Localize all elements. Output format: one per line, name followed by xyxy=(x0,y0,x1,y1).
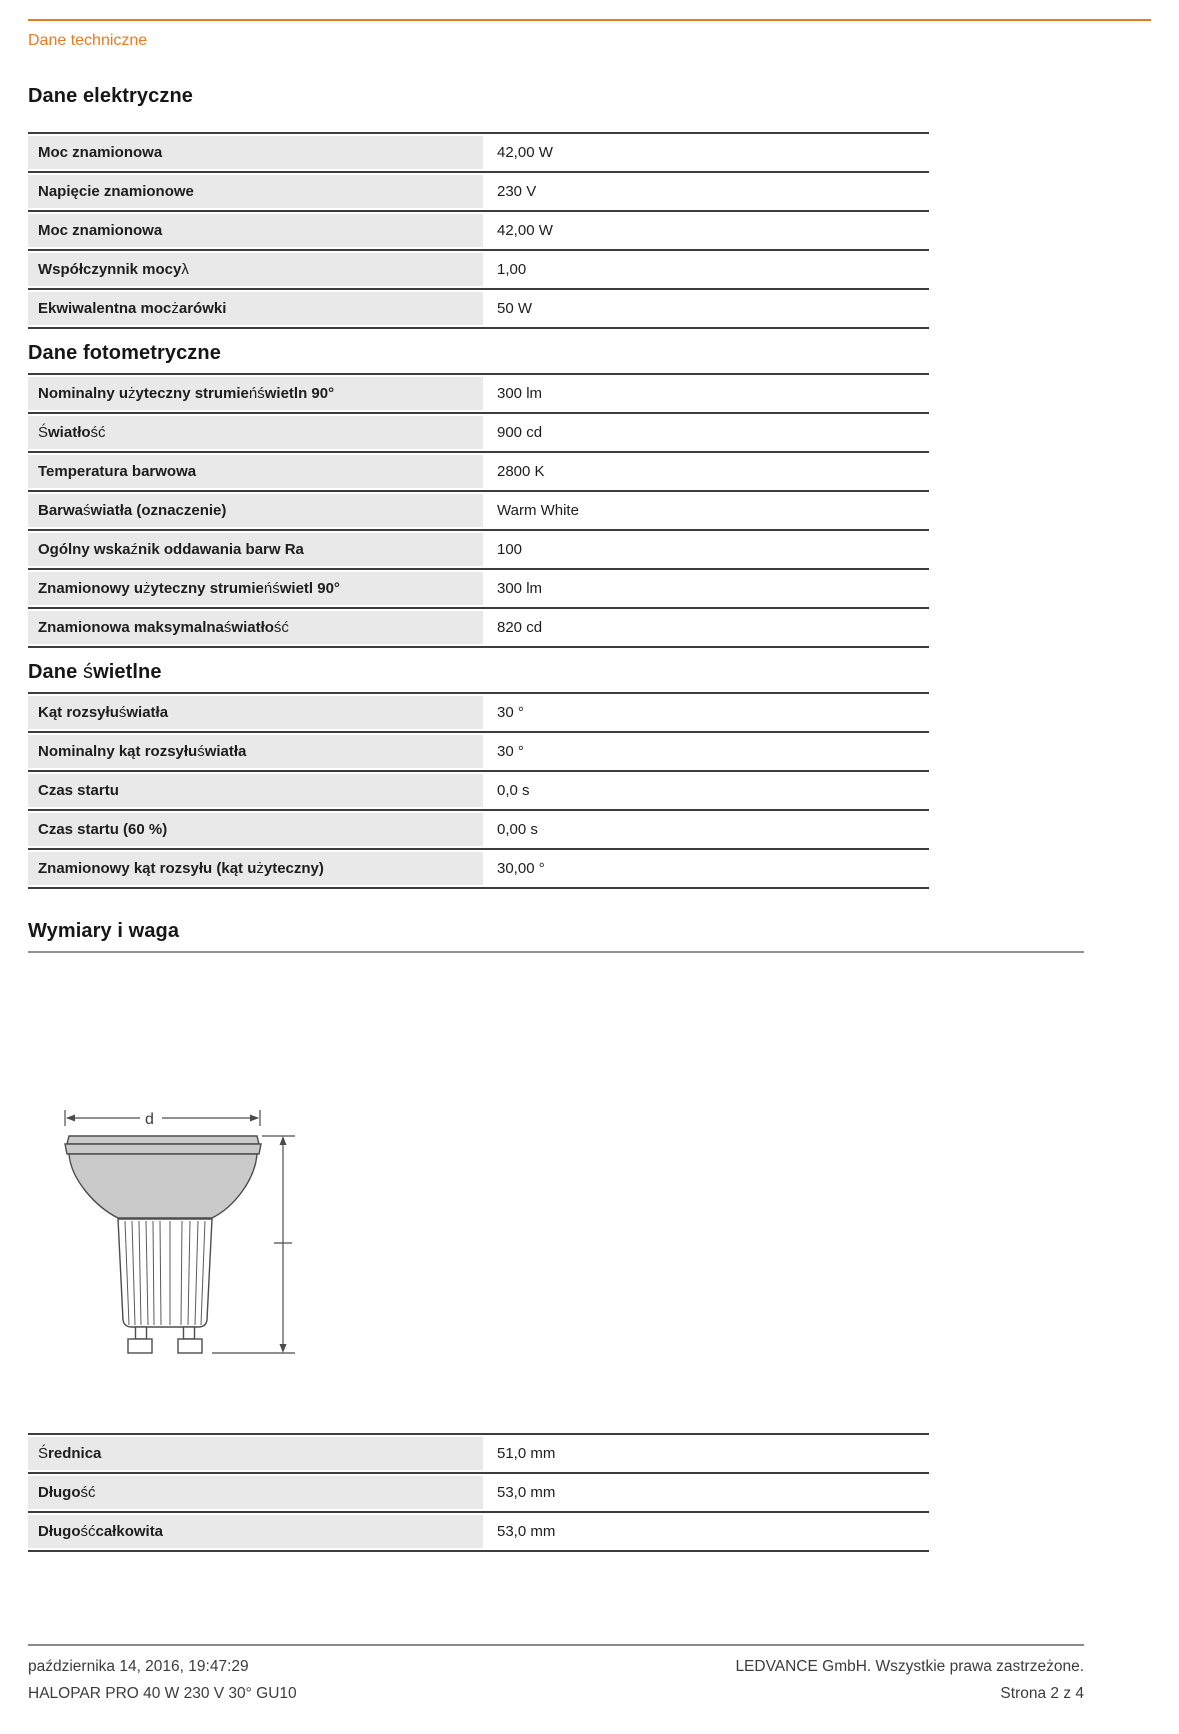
table-row xyxy=(28,134,929,173)
row-value: 51,0 mm xyxy=(497,1445,556,1462)
data-table xyxy=(28,1433,929,1552)
row-label: Kąt rozsyłu ś wiatła xyxy=(28,694,483,731)
section-rule xyxy=(28,951,1084,953)
left-arrow-icon xyxy=(66,1115,75,1122)
table-row xyxy=(28,850,929,889)
diameter-dimension-lines xyxy=(65,1110,260,1126)
table-row xyxy=(28,173,929,212)
down-arrow-icon xyxy=(280,1344,287,1353)
row-label: Barwa ś wiatła (oznaczenie) xyxy=(28,492,483,529)
table-row xyxy=(28,290,929,329)
row-label: Ekwiwalentna moc ż arówki xyxy=(28,290,483,327)
data-table xyxy=(28,132,929,329)
row-label: Czas startu xyxy=(28,772,483,809)
content xyxy=(28,84,1151,1552)
row-label: Moc znamionowa xyxy=(28,212,483,249)
row-label: Współczynnik mocy λ xyxy=(28,251,483,288)
table-row xyxy=(28,375,929,414)
footer-product-name: HALOPAR PRO 40 W 230 V 30° GU10 xyxy=(28,1685,297,1702)
row-value: 50 W xyxy=(497,300,533,317)
lamp-reflector xyxy=(65,1136,261,1218)
row-value: 30,00 ° xyxy=(497,860,545,877)
row-value: 30 ° xyxy=(497,704,524,721)
row-value: 230 V xyxy=(497,183,537,200)
row-label: Nominalny kąt rozsyłu ś wiatła xyxy=(28,733,483,770)
table-row xyxy=(28,1435,929,1474)
table-row xyxy=(28,811,929,850)
row-value: 820 cd xyxy=(497,619,543,636)
dimension-diagram xyxy=(28,951,1151,1383)
table-row xyxy=(28,570,929,609)
row-label: Czas startu (60 %) xyxy=(28,811,483,848)
section-title: Dane fotometryczne xyxy=(28,342,221,364)
section xyxy=(28,84,1151,329)
row-label: Ogólny wska ź nik oddawania barw Ra xyxy=(28,531,483,568)
table-row xyxy=(28,1513,929,1552)
diameter-dimension-label: d xyxy=(145,1111,154,1128)
table-row xyxy=(28,733,929,772)
row-value: 53,0 mm xyxy=(497,1523,556,1540)
row-value: 2800 K xyxy=(497,463,545,480)
row-value: 1,00 xyxy=(497,261,527,278)
section xyxy=(28,919,1151,1552)
table-row xyxy=(28,212,929,251)
row-value: Warm White xyxy=(497,502,579,519)
table-row xyxy=(28,1474,929,1513)
right-arrow-icon xyxy=(250,1115,259,1122)
row-value: 53,0 mm xyxy=(497,1484,556,1501)
gu10-pins xyxy=(128,1327,202,1353)
row-value: 0,00 s xyxy=(497,821,538,838)
row-label: Moc znamionowa xyxy=(28,134,483,171)
header-rule xyxy=(28,19,1151,21)
row-label: Długo ś ć xyxy=(28,1474,483,1511)
section-title: Dane świetlne xyxy=(28,661,162,683)
footer-rule xyxy=(28,1644,1084,1646)
data-table xyxy=(28,373,929,648)
row-label: Znamionowy u ż yteczny strumie ń ś wietl 90° xyxy=(28,570,483,607)
row-label: Ś rednica xyxy=(28,1435,483,1472)
section xyxy=(28,341,1151,648)
up-arrow-icon xyxy=(280,1136,287,1145)
row-label: Długo ś ć całkowita xyxy=(28,1513,483,1550)
section-title: Dane elektryczne xyxy=(28,85,194,107)
table-row xyxy=(28,414,929,453)
table-row xyxy=(28,251,929,290)
table-row xyxy=(28,694,929,733)
section xyxy=(28,660,1151,889)
row-value: 30 ° xyxy=(497,743,524,760)
table-row xyxy=(28,453,929,492)
row-value: 300 lm xyxy=(497,580,543,597)
row-value: 900 cd xyxy=(497,424,543,441)
row-label: Temperatura barwowa xyxy=(28,453,483,490)
table-row xyxy=(28,531,929,570)
row-value: 100 xyxy=(497,541,523,558)
table-row xyxy=(28,492,929,531)
footer xyxy=(28,1644,1084,1707)
row-value: 0,0 s xyxy=(497,782,530,799)
row-label: Ś wiatło ś ć xyxy=(28,414,483,451)
section-title: Wymiary i waga xyxy=(28,920,180,942)
page-header-title: Dane techniczne xyxy=(28,32,148,49)
footer-company: LEDVANCE GmbH. Wszystkie prawa zastrzeżone. xyxy=(735,1658,1084,1675)
footer-date: października 14, 2016, 19:47:29 xyxy=(28,1658,249,1675)
table-row xyxy=(28,772,929,811)
row-label: Znamionowa maksymalna ś wiatło ś ć xyxy=(28,609,483,646)
row-label: Napięcie znamionowe xyxy=(28,173,483,210)
footer-page-number: Strona 2 z 4 xyxy=(1000,1685,1084,1702)
row-label: Nominalny u ż yteczny strumie ń ś wietln 90° xyxy=(28,375,483,412)
row-label: Znamionowy kąt rozsyłu (kąt u ż yteczny) xyxy=(28,850,483,887)
row-value: 300 lm xyxy=(497,385,543,402)
data-table xyxy=(28,692,929,889)
lamp-dimension-drawing xyxy=(40,1083,310,1383)
row-value: 42,00 W xyxy=(497,144,553,161)
table-row xyxy=(28,609,929,648)
row-value: 42,00 W xyxy=(497,222,553,239)
